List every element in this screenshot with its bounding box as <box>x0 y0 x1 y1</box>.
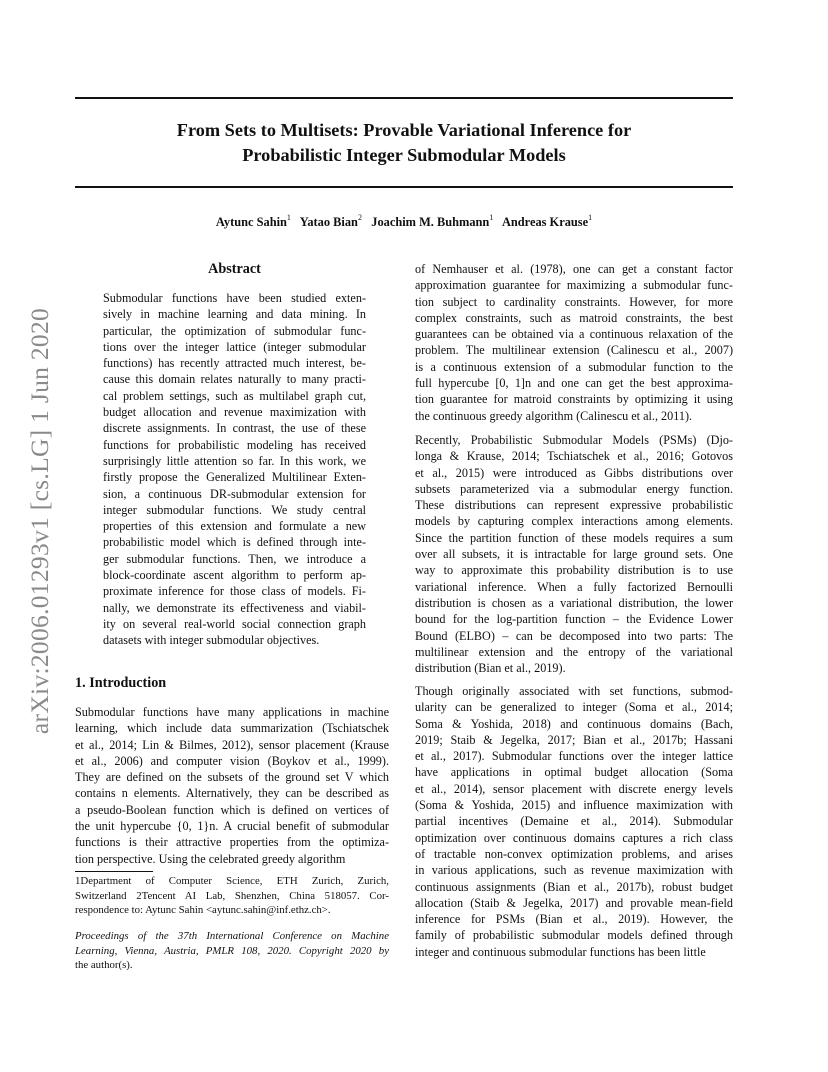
author-name: Yatao Bian <box>299 215 358 230</box>
text-line: datasets with integer submodular objectives. <box>103 633 320 648</box>
text-line: Submodular functions have many applications in machine <box>75 705 389 719</box>
text-line: probabilistic model which is defined through inte- <box>103 535 366 550</box>
text-line: block-coordinate ascent algorithm to perform ap- <box>103 568 366 583</box>
text-line: guarantees can be obtained via a continuous relaxation of the <box>415 327 733 342</box>
text-line: tion guarantee for matroid constraints by optimizing it using <box>415 392 733 407</box>
text-line: of tractable non-convex optimization problems, and arises <box>415 846 733 861</box>
affiliation-footnote <box>75 874 389 918</box>
text-line: is a continuous extension of a submodular function to the <box>415 359 733 374</box>
text-line: continuous assignments (Bian et al., 2017b), robust budget <box>415 879 733 894</box>
text-line: surprisingly little attention so far. In this work, we <box>103 453 366 468</box>
text-line: the unit hypercube {0, 1}n. A crucial benefit of submodular <box>75 819 389 834</box>
abstract-title: Abstract <box>208 261 261 277</box>
text-line: complex constraints, such as matroid constraints, the best <box>415 310 733 325</box>
text-line: models by capturing complex interactions among elements. <box>415 514 733 529</box>
text-line: Submodular functions have been studied exten- <box>103 291 366 305</box>
text-line: 1Department of Computer Science, ETH Zurich, Zurich, <box>75 875 389 887</box>
text-line: These distributions can represent expressive probabilistic <box>415 498 733 513</box>
text-line: distribution (Bian et al., 2019). <box>415 661 566 676</box>
text-line: functions) has recently attracted much interest, be- <box>103 356 366 371</box>
author-name: Joachim M. Buhmann <box>371 215 490 230</box>
abstract-heading <box>103 261 366 278</box>
introduction-heading <box>75 675 389 692</box>
text-line: partial incentives (Demaine et al., 2014). Submodular <box>415 814 733 829</box>
text-line: subsets parameterized via a submodular energy function. <box>415 481 733 496</box>
author-affiliation: 1 <box>286 213 291 222</box>
text-line: tion subject to cardinality constraints. However, for more <box>415 294 733 309</box>
arxiv-identifier: arXiv:2006.01293v1 [cs.LG] 1 Jun 2020 <box>25 307 54 735</box>
introduction-body <box>75 704 389 867</box>
text-line: et al., 2014; Lin & Bilmes, 2012), sensor placement (Krause <box>75 737 389 752</box>
text-line: Though originally associated with set functions, submod- <box>415 684 733 698</box>
text-line: in various applications, such as revenue maximization with <box>415 863 733 878</box>
text-line: the continuous greedy algorithm (Calinescu et al., 2011). <box>415 408 693 423</box>
text-line: cause this domain relates naturally to many practi- <box>103 372 366 387</box>
text-line: et al., 2015) were introduced as Gibbs distributions over <box>415 465 733 480</box>
title-bottom-rule <box>75 186 733 188</box>
paragraph-2 <box>415 432 733 676</box>
text-line: Soma & Yoshida, 2018) and continuous domains (Bach, <box>415 716 733 731</box>
top-rule <box>75 97 733 99</box>
text-line: approximation guarantee for maximizing a submodular func- <box>415 278 733 293</box>
text-line: ity on several real-world social connection graph <box>103 616 366 631</box>
title-line: From Sets to Multisets: Provable Variational Inference for <box>176 120 632 140</box>
text-line: optimization over continuous domains captures a rich class <box>415 830 733 845</box>
paragraph-1 <box>415 261 733 424</box>
text-line: way to approximate this probability distribution is to use <box>415 563 733 578</box>
text-line: Switzerland 2Tencent AI Lab, Shenzhen, China 518057. Cor- <box>75 889 389 902</box>
text-line: a pseudo-Boolean function which is defined on vertices of <box>75 802 389 817</box>
text-line: of Nemhauser et al. (1978), one can get a constant factor <box>415 262 733 276</box>
text-line: over all subsets, it is intractable for large ground sets. One <box>415 547 733 562</box>
text-line: discrete assignments. In contrast, the use of these <box>103 421 366 436</box>
text-line: learning, which include data summarization (Tschiatschek <box>75 721 389 736</box>
author-list <box>75 214 733 230</box>
text-line: full hypercube [0, 1]n and one can get the best approxima- <box>415 376 733 391</box>
text-line: et al., 2014), sensor placement with discrete energy levels <box>415 781 733 796</box>
text-line: ger submodular functions. Then, we introduce a <box>103 551 366 566</box>
text-line: functions is their attractive properties from the optimiza- <box>75 835 389 850</box>
paragraph-3 <box>415 683 733 960</box>
text-line: et al., 2017). Submodular functions over the integer lattice <box>415 749 733 764</box>
text-line: budget allocation and revenue maximization with <box>103 405 366 420</box>
author-affiliation: 1 <box>588 213 593 222</box>
paper-title <box>75 118 733 168</box>
text-line: respondence to: Aytunc Sahin <aytunc.sahin@inf.ethz.ch>. <box>75 904 331 917</box>
text-line: integer and continuous submodular functions has been little <box>415 944 706 959</box>
text-line: cal problem settings, such as multilabel graph cut, <box>103 388 366 403</box>
author-affiliation: 2 <box>357 213 362 222</box>
section-title: 1. Introduction <box>75 675 167 691</box>
text-line: bound for the log-partition function – the Evidence Lower <box>415 612 733 627</box>
text-line: ularity can be generalized to integer (Soma et al., 2014; <box>415 700 733 715</box>
text-line: multilinear extension and the entropy of the variational <box>415 644 733 659</box>
text-line: integer submodular functions. We study central <box>103 502 366 517</box>
text-line: Learning, Vienna, Austria, PMLR 108, 2020. Copyright 2020 by <box>75 944 389 957</box>
text-line: inference for PSMs (Bian et al., 2019). However, the <box>415 912 733 927</box>
text-line: (Soma & Yoshida, 2015) and influence maximization with <box>415 798 733 813</box>
text-line: sion, a continuous DR-submodular extension for <box>103 486 366 501</box>
text-line: 2019; Staib & Jegelka, 2017; Bian et al., 2017b; Hassani <box>415 732 733 747</box>
text-line: Bound (ELBO) – can be decomposed into two parts: The <box>415 628 733 643</box>
text-line: allocation (Staib & Jegelka, 2017) and provable mean-field <box>415 895 733 910</box>
author-name: Aytunc Sahin <box>215 215 287 230</box>
text-line: et al., 2006) and computer vision (Boykov et al., 1999). <box>75 753 389 768</box>
text-line: Since the partition function of these models requires a sum <box>415 530 733 545</box>
text-line: distribution is chosen as a variational distribution, the lower <box>415 595 733 610</box>
text-line: Proceedings of the 37th International Conference on Machine <box>75 930 389 942</box>
text-line: contains n elements. Alternatively, they can be described as <box>75 786 389 801</box>
text-line: longa & Krause, 2014; Tschiatschek et al., 2016; Gotovos <box>415 449 733 464</box>
author-affiliation: 1 <box>489 213 494 222</box>
text-line: Recently, Probabilistic Submodular Models (PSMs) (Djo- <box>415 433 733 447</box>
text-line: have applications in optimal budget allocation (Soma <box>415 765 733 780</box>
text-line: family of probabilistic submodular models defined through <box>415 928 733 943</box>
text-line: functions for probabilistic modeling has received <box>103 437 366 452</box>
text-line: They are defined on the subsets of the ground set V which <box>75 770 389 785</box>
text-line: particular, the optimization of submodular func- <box>103 323 366 338</box>
author-name: Andreas Krause <box>501 215 589 230</box>
text-line: sively in machine learning and data mining. In <box>103 307 366 322</box>
text-line: tion perspective. Using the celebrated greedy algorithm <box>75 851 346 866</box>
text-line: nally, we demonstrate its effectiveness and viabil- <box>103 600 366 615</box>
text-line: problem. The multilinear extension (Calinescu et al., 2007) <box>415 343 733 358</box>
text-line: properties of this extension and formulate a new <box>103 519 366 534</box>
text-line: the author(s). <box>75 959 133 972</box>
text-line: firstly propose the Generalized Multilinear Exten- <box>103 470 366 485</box>
text-line: tions over the integer lattice (integer submodular <box>103 339 366 354</box>
title-line: Probabilistic Integer Submodular Models <box>242 145 566 165</box>
text-line: variational inference. When a fully factorized Bernoulli <box>415 579 733 594</box>
proceedings-footnote <box>75 929 389 973</box>
abstract-body <box>103 290 366 649</box>
text-line: proximate inference for those class of models. Fi- <box>103 584 366 599</box>
footnote-rule <box>75 871 153 872</box>
